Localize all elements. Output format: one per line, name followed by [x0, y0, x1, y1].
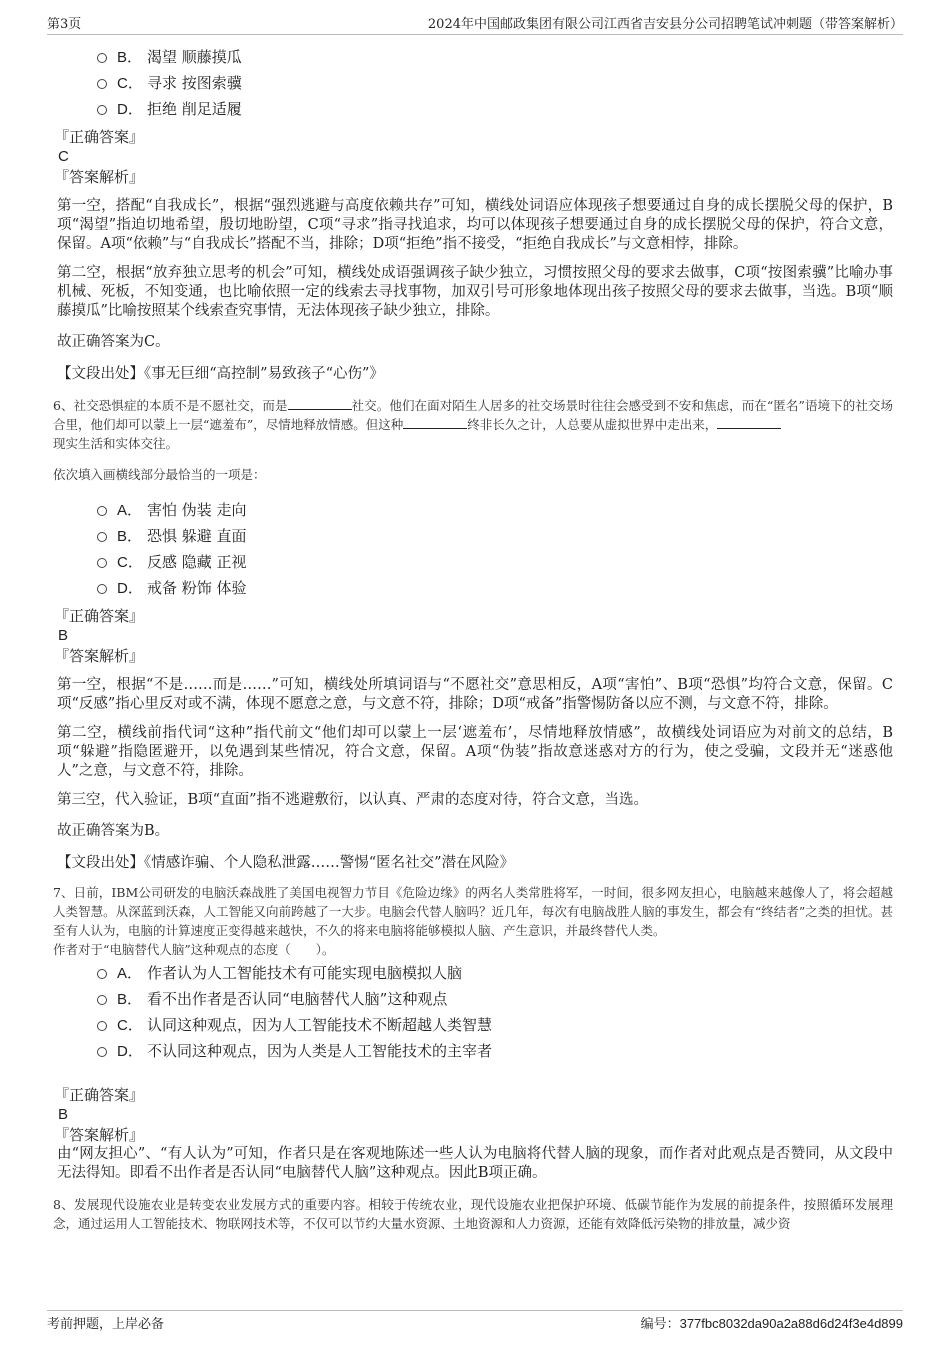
analysis-label: 『答案解析』 — [54, 1126, 145, 1144]
question-prompt: 作者对于“电脑替代人脑”这种观点的态度（ ）。 — [53, 942, 335, 957]
radio-icon[interactable] — [97, 1021, 107, 1031]
page-header — [47, 12, 903, 35]
option-b[interactable]: B． 看不出作者是否认同“电脑替代人脑”这种观点 — [97, 985, 893, 1011]
radio-icon[interactable] — [97, 995, 107, 1005]
radio-icon[interactable] — [97, 105, 107, 115]
option-a[interactable]: A． 作者认为人工智能技术有可能实现电脑模拟人脑 — [97, 959, 893, 985]
radio-icon[interactable] — [97, 53, 107, 63]
option-a[interactable]: A． 害怕 伪装 走向 — [97, 496, 893, 522]
analysis-paragraph: 第二空，横线前指代词“这种”指代前文“他们却可以蒙上一层‘遮羞布’，尽情地释放情感”，故横线处词语应为对前文的总结，B项“躲避”指隐匿避开，以免遇到某些情况，符合文意，保留。A项“伪装”指故意迷惑对方的行为，使之受骗，文段并无“迷惑他人”之意，与文意不符，排除。 — [57, 725, 893, 779]
correct-answer-label: 『正确答案』 — [54, 607, 145, 625]
option-c[interactable]: C． 寻求 按图索骥 — [97, 69, 893, 95]
correct-answer: B — [58, 1106, 69, 1123]
option-b[interactable]: B． 渴望 顺藤摸瓜 — [97, 43, 893, 69]
document-body — [53, 38, 893, 1233]
source-citation: 【文段出处】《事无巨细“高控制”易致孩子“心伤”》 — [57, 366, 384, 382]
analysis-paragraph: 第三空，代入验证，B项“直面”指不逃避敷衍，以认真、严肃的态度对待，符合文意，当选。 — [57, 792, 648, 808]
document-id: 编号：377fbc8032da90a2a88d6d24f3e4d899 — [640, 1315, 903, 1331]
blank-line — [288, 396, 352, 410]
question-stem: 6、社交恐惧症的本质不是不愿社交，而是 社交。他们在面对陌生人居多的社交场景时往往会感受到不安和焦虑，而在“匿名”语境下的社交场合里，他们却可以蒙上一层“遮羞布”，尽情地释放情感。但这种 终非长久之计，人总要从虚拟世界中走出来， 现实生活和实体交往。 — [53, 398, 893, 451]
correct-answer: B — [58, 627, 69, 644]
blank-line — [403, 415, 467, 429]
q6-options — [57, 496, 893, 600]
q5-options — [57, 43, 893, 121]
blank-line — [717, 415, 781, 429]
page-number: 第3页 — [47, 17, 82, 32]
analysis-paragraph: 第二空，根据“放弃独立思考的机会”可知，横线处成语强调孩子缺少独立，习惯按照父母的要求去做事，C项“按图索骥”比喻办事机械、死板，不知变通，也比喻依照一定的线索去寻找事物，加双引号可形象地体现出孩子按照父母的要求去做事，当选。B项“顺藤摸瓜”比喻按照某个线索查究事情，无法体现孩子缺少独立，排除。 — [57, 265, 893, 319]
question-stem: 8、发展现代设施农业是转变农业发展方式的重要内容。相较于传统农业，现代设施农业把保护环境、低碳节能作为发展的前提条件，按照循环发展理念，通过运用人工智能技术、物联网技术等，不仅可以节约大量水资源、土地资源和人力资源，还能有效降低污染物的排放量，减少资 — [53, 1197, 893, 1231]
correct-answer-label: 『正确答案』 — [54, 1086, 145, 1104]
page-footer — [47, 1310, 903, 1333]
radio-icon[interactable] — [97, 969, 107, 979]
analysis-label: 『答案解析』 — [54, 168, 145, 186]
correct-answer: C — [58, 148, 69, 165]
option-b[interactable]: B． 恐惧 躲避 直面 — [97, 522, 893, 548]
analysis-paragraph: 第一空，搭配“自我成长”，根据“强烈逃避与高度依赖共存”可知，横线处词语应体现孩子想要通过自身的成长摆脱父母的保护，B项“渴望”指迫切地希望，殷切地盼望，C项“寻求”指寻找追求，均可以体现孩子想要通过自身的成长摆脱父母的保护，符合文意，保留。A项“依赖”与“自我成长”搭配不当，排除；D项“拒绝”指不接受，“拒绝自我成长”与文意相悖，排除。 — [57, 198, 893, 252]
analysis-label: 『答案解析』 — [54, 647, 145, 665]
radio-icon[interactable] — [97, 532, 107, 542]
source-citation: 【文段出处】《情感诈骗、个人隐私泄露……警惕“匿名社交”潜在风险》 — [57, 855, 515, 871]
radio-icon[interactable] — [97, 506, 107, 516]
radio-icon[interactable] — [97, 558, 107, 568]
document-title: 2024年中国邮政集团有限公司江西省吉安县分公司招聘笔试冲刺题（带答案解析） — [427, 17, 903, 32]
analysis-conclusion: 故正确答案为B。 — [57, 823, 170, 839]
analysis-paragraph: 第一空，根据“不是……而是……”可知，横线处所填词语与“不愿社交”意思相反，A项“害怕”、B项“恐惧”均符合文意，保留。C项“反感”指心里反对或不满，体现不愿意之意，与文意不符，排除；D项“戒备”指警惕防备以应不测，与文意不符，排除。 — [57, 677, 893, 712]
option-c[interactable]: C． 认同这种观点，因为人工智能技术不断超越人类智慧 — [97, 1011, 893, 1037]
correct-answer-label: 『正确答案』 — [54, 128, 145, 146]
radio-icon[interactable] — [97, 1047, 107, 1057]
q7-options — [57, 959, 893, 1063]
analysis-conclusion: 故正确答案为C。 — [57, 334, 170, 350]
question-stem: 7、日前，IBM公司研发的电脑沃森战胜了美国电视智力节目《危险边缘》的两名人类常胜将军，一时间，很多网友担心，电脑越来越像人了，将会超越人类智慧。从深蓝到沃森，人工智能又向前跨越了一大步。电脑会代替人脑吗？近几年，每次有电脑战胜人脑的事发生，都会有“终结者”之类的担忧。甚至有人认为，电脑的计算速度正变得越来越快，不久的将来电脑将能够模拟人脑、产生意识，并最终替代人类。 — [53, 885, 893, 938]
option-d[interactable]: D． 戒备 粉饰 体验 — [97, 574, 893, 600]
option-d[interactable]: D． 不认同这种观点，因为人类是人工智能技术的主宰者 — [97, 1037, 893, 1063]
radio-icon[interactable] — [97, 79, 107, 89]
option-c[interactable]: C． 反感 隐藏 正视 — [97, 548, 893, 574]
question-prompt: 依次填入画横线部分最恰当的一项是： — [53, 467, 266, 482]
option-d[interactable]: D． 拒绝 削足适履 — [97, 95, 893, 121]
footer-slogan: 考前押题，上岸必备 — [47, 1316, 165, 1332]
analysis-paragraph: 由“网友担心”、“有人认为”可知，作者只是在客观地陈述一些人认为电脑将代替人脑的现象，而作者对此观点是否赞同，从文段中无法得知。即看不出作者是否认同“电脑替代人脑”这种观点。因此B项正确。 — [57, 1146, 893, 1181]
radio-icon[interactable] — [97, 584, 107, 594]
